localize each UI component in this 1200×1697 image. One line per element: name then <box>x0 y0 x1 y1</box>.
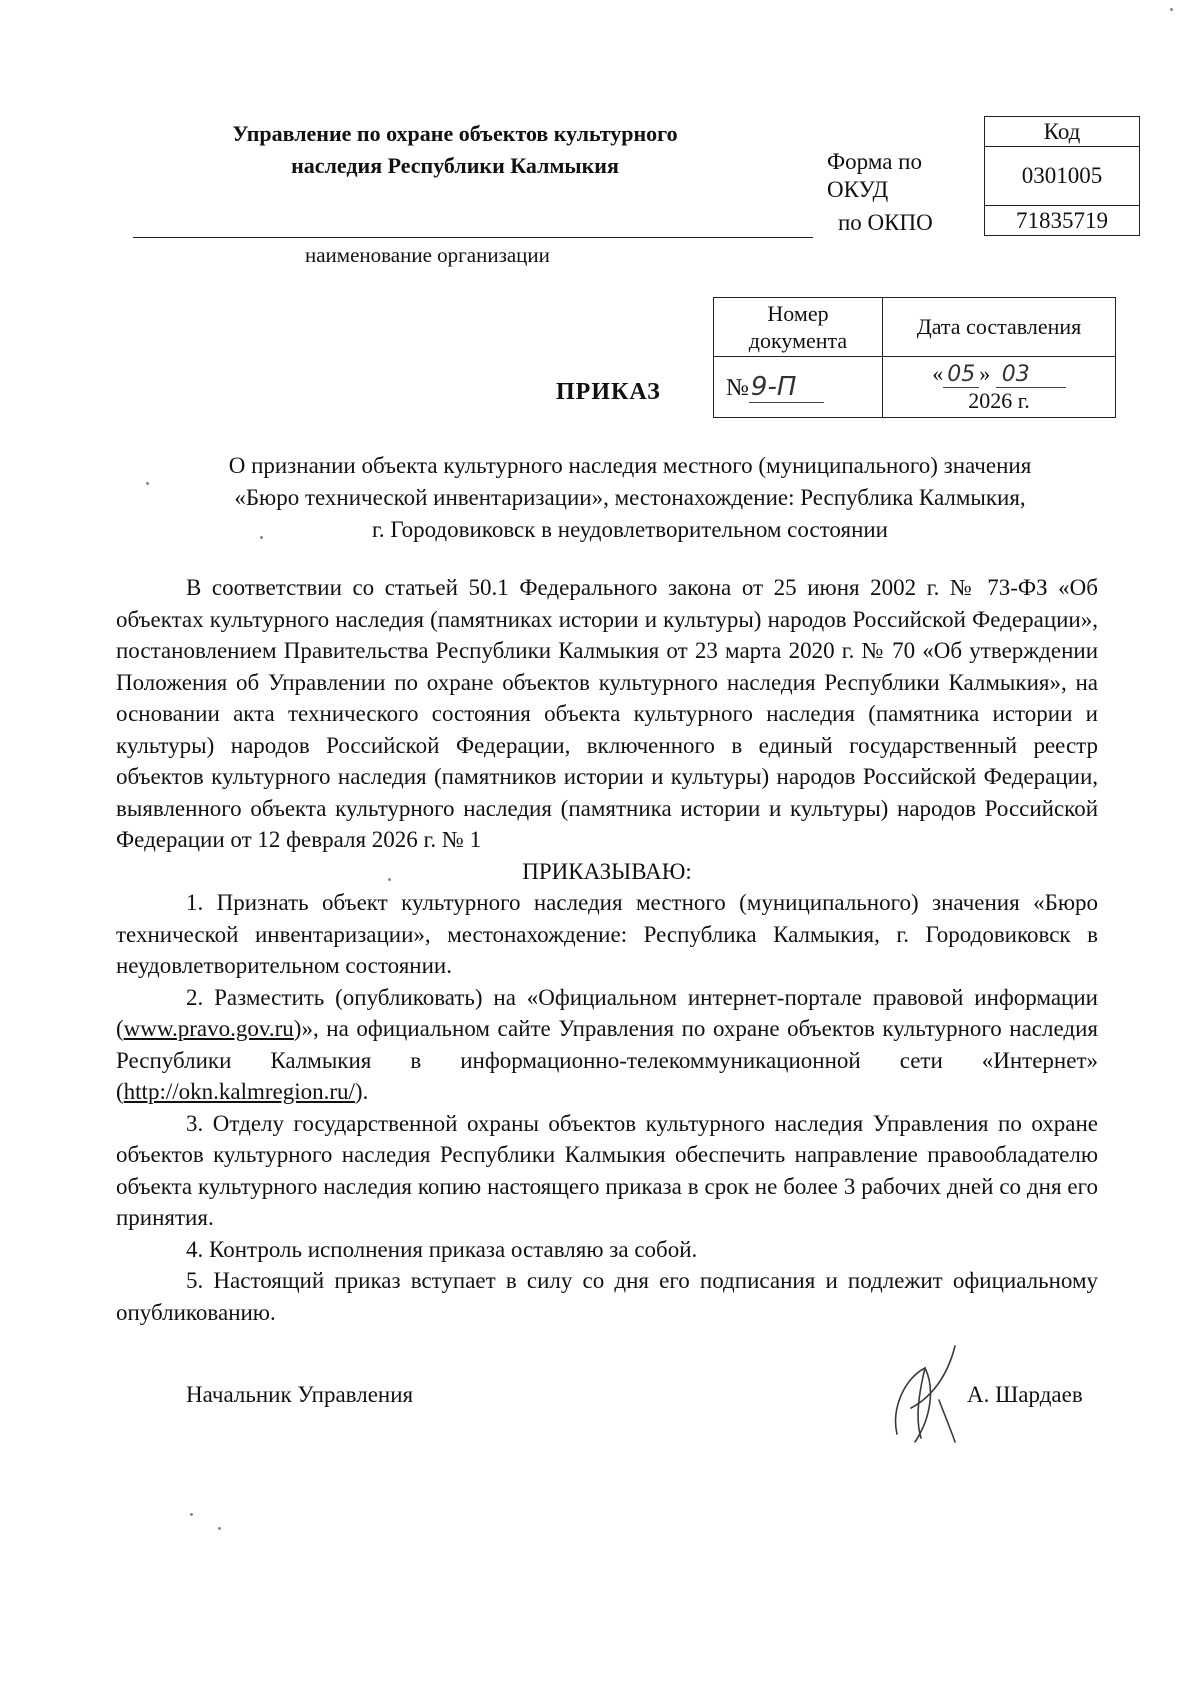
order-item-5: 5. Настоящий приказ вступает в силу со дня его подписания и подлежит официальному опубликованию. <box>116 1268 1098 1325</box>
scan-speck <box>1170 8 1173 11</box>
okpo-code: 71835719 <box>985 206 1140 236</box>
number-header-line2: документа <box>748 328 848 353</box>
item2-text-post: ). <box>354 1079 369 1104</box>
scan-speck <box>190 1513 193 1516</box>
number-header-line1: Номер <box>767 301 829 326</box>
okn-link[interactable]: http://okn.kalmregion.ru/ <box>123 1079 355 1104</box>
subject-line1: О признании объекта культурного наследия местного (муниципального) значения <box>228 453 1032 478</box>
okpo-label: по ОКПО <box>838 210 933 235</box>
order-item-3: 3. Отделу государственной охраны объектов культурного наследия Управления по охране объектов культурного наследия Республики Калмыкия обеспечить направление правообладателю объекта культурного наследия копию настоящего приказа в срок не более 3 рабочих дней со дня его принятия. <box>116 1110 1098 1230</box>
handwritten-signature-icon <box>885 1338 975 1448</box>
form-okud-label <box>827 148 922 204</box>
order-item-4: 4. Контроль исполнения приказа оставляю за собой. <box>186 1236 698 1262</box>
code-header: Код <box>985 117 1140 147</box>
subject-line2: «Бюро технической инвентаризации», местонахождение: Республика Калмыкия, <box>234 485 1026 510</box>
organization-name <box>175 118 735 182</box>
organization-name-line2: наследия Республики Калмыкия <box>291 153 619 178</box>
number-cell <box>714 357 883 418</box>
codes-table <box>984 116 1140 236</box>
preamble-paragraph: В соответствии со статьей 50.1 Федерального закона от 25 июня 2002 г. № 73-ФЗ «Об объектах культурного наследия (памятниках истории и культуры) народов Российской Федерации», постановлением Правительства Республики Калмыкия от 23 марта 2020 г. № 70 «Об утверждении Положения об Управлении по охране объектов культурного наследия Республики Калмыкия», на основании акта технического состояния объекта культурного наследия (памятника истории и культуры) народов Российской Федерации, включенного в единый государственный реестр объектов культурного наследия (памятников истории и культуры) народов Российской Федерации, выявленного объекта культурного наследия (памятника истории и культуры) народов Российской Федерации от 12 февраля 2026 г. № 1 <box>116 575 1098 852</box>
date-day: 05 <box>943 362 979 388</box>
order-item-1: 1. Признать объект культурного наследия местного (муниципального) значения «Бюро технической инвентаризации», местонахождение: Республика Калмыкия, г. Городовиковск в неудовлетворительном состоянии. <box>116 890 1098 978</box>
order-item-2 <box>116 982 1098 1108</box>
date-cell <box>883 357 1116 418</box>
number-handwritten: 9-П <box>749 372 824 403</box>
number-prefix: № <box>726 375 749 401</box>
date-day-month: « 05 » 03 <box>883 361 1115 388</box>
subject-line3: г. Городовиковск в неудовлетворительном состоянии <box>371 517 888 542</box>
item2-text-mid: )», на официальном сайте Управления по охране объектов культурного наследия Республики Калмыкия в информационно-телекоммуникационной сети «Интернет» ( <box>116 1016 1098 1104</box>
organization-caption: наименование организации <box>305 243 550 267</box>
scan-speck <box>388 878 391 881</box>
organization-name-line1: Управление по охране объектов культурного <box>232 121 678 146</box>
number-header <box>714 298 883 357</box>
item2-text-pre: 2. Разместить (опубликовать) на «Официальном интернет-портале правовой информации ( <box>116 984 1098 1041</box>
form-label-line1: Форма по <box>827 149 922 174</box>
scan-speck <box>146 482 149 485</box>
form-label-line2: ОКУД <box>827 177 889 202</box>
pravo-link[interactable]: www.pravo.gov.ru <box>123 1016 294 1041</box>
okud-code: 0301005 <box>985 147 1140 206</box>
date-year: 2026 г. <box>968 387 1030 413</box>
document-number-table <box>713 297 1116 418</box>
date-header: Дата составления <box>883 298 1116 357</box>
signer-name: А. Шардаев <box>967 1382 1083 1407</box>
scan-speck <box>218 1527 221 1530</box>
document-title: ПРИКАЗ <box>556 379 661 405</box>
signature-title: Начальник Управления <box>186 1382 414 1407</box>
document-subject <box>140 450 1120 546</box>
scan-speck <box>260 536 263 539</box>
organization-underline <box>133 237 813 238</box>
document-body <box>116 572 1098 1328</box>
date-month: 03 <box>996 362 1066 388</box>
order-word: ПРИКАЗЫВАЮ: <box>522 858 692 884</box>
